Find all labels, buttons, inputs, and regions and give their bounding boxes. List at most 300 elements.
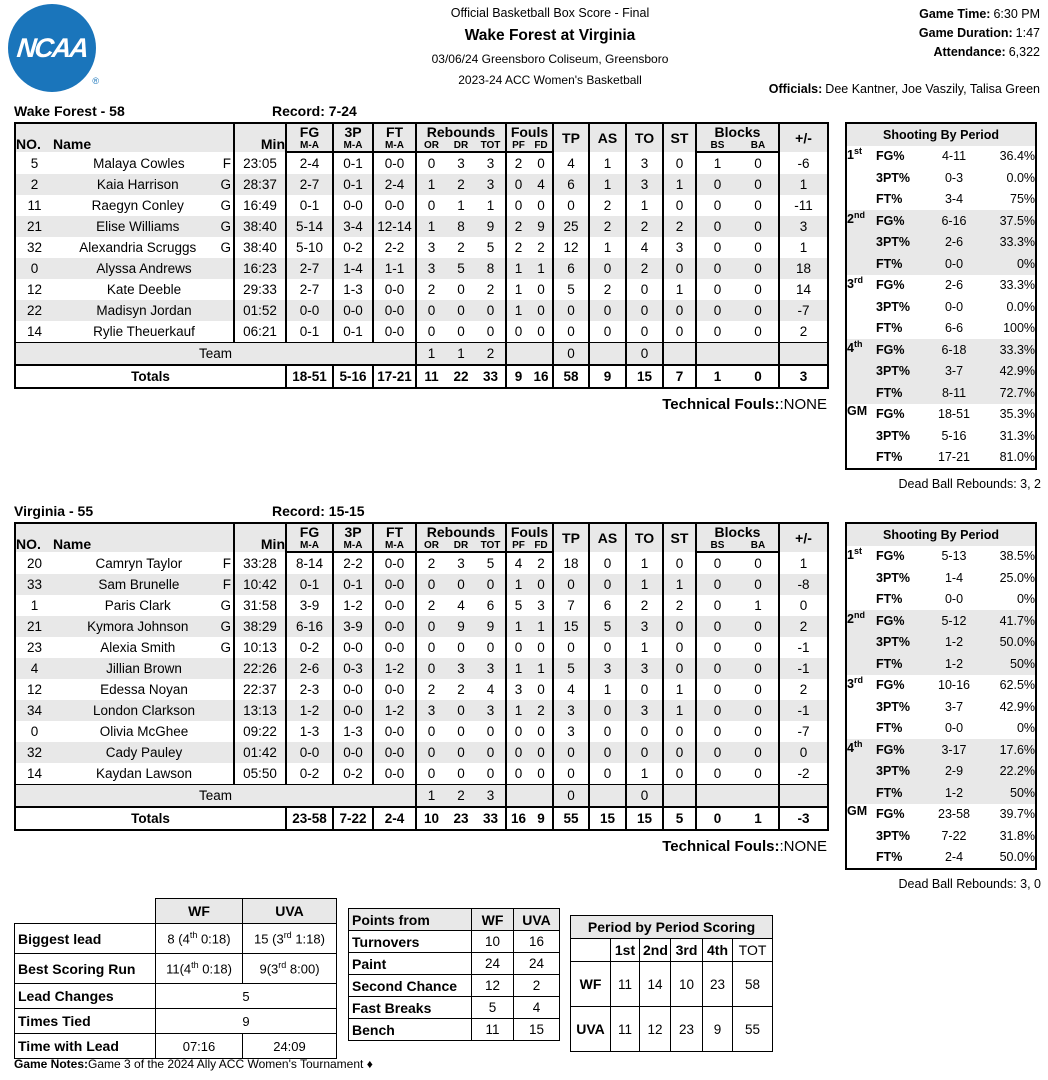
shooting-made-attempted: 0-0 — [944, 721, 964, 736]
stat-tp: 0 — [553, 343, 589, 366]
stat-plusminus: -7 — [779, 300, 828, 321]
stat-pf: 1 — [506, 658, 530, 679]
stat-plusminus: 1 — [779, 237, 828, 258]
stat-3p: 0-2 — [333, 763, 373, 785]
stat-min: 38:40 — [234, 216, 286, 237]
stat-dr: 2 — [457, 240, 465, 255]
col-subheader-fg-ma: M-A — [286, 140, 333, 152]
stat-3p: 0-0 — [333, 700, 373, 721]
shooting-made-attempted: 2-9 — [944, 764, 964, 779]
stat-tp: 5 — [553, 279, 589, 300]
wake-forest-section — [14, 103, 1041, 491]
stat-min: 16:23 — [234, 258, 286, 279]
stat-to: 15 — [626, 807, 663, 830]
col-subheader-tot: TOT — [476, 140, 506, 152]
stat-bs — [696, 785, 738, 808]
stat-to: 3 — [626, 174, 663, 195]
stat-as: 0 — [589, 574, 626, 595]
stat-st: 0 — [663, 300, 696, 321]
player-row — [15, 152, 828, 174]
shooting-made-attempted: 5-13 — [941, 549, 967, 564]
stat-as: 0 — [589, 552, 626, 574]
stat-ba: 0 — [754, 324, 762, 339]
stat-to: 1 — [626, 637, 663, 658]
shooting-percentage: 100% — [1003, 321, 1036, 336]
stat-3p: 1-3 — [333, 279, 373, 300]
stat-pf — [506, 785, 530, 808]
uva-record: Record: 15-15 — [272, 503, 365, 519]
stat-st — [663, 785, 696, 808]
stat-dr: 1 — [457, 198, 465, 213]
stat-fd: 0 — [537, 577, 545, 592]
stat-or: 0 — [416, 721, 446, 742]
stat-3p: 1-3 — [333, 721, 373, 742]
col-header-plusminus: +/- — [779, 123, 828, 152]
shooting-percentage: 39.7% — [999, 807, 1036, 822]
shooting-made-attempted: 1-4 — [944, 570, 964, 585]
shooting-stat-label: FT% — [876, 256, 903, 271]
stat-or: 0 — [416, 195, 446, 216]
stat-3p: 1-2 — [333, 595, 373, 616]
period-header-1st: 1st — [611, 939, 640, 962]
stat-dr: 0 — [457, 324, 465, 339]
stat-dr: 0 — [457, 766, 465, 781]
ordinal-sup: rd — [283, 930, 292, 941]
stat-fd: 0 — [537, 282, 545, 297]
stat-fg: 0-2 — [286, 763, 333, 785]
col-header-blocks: Blocks — [696, 523, 779, 540]
shooting-stat-row — [846, 610, 1036, 632]
stat-dr: 0 — [457, 577, 465, 592]
shooting-percentage: 42.9% — [999, 699, 1036, 714]
virginia-section — [14, 503, 1041, 891]
shooting-stat-label: 3PT% — [876, 570, 911, 585]
stat-ft: 0-0 — [373, 595, 416, 616]
points-wf: 5 — [472, 997, 514, 1019]
col-header-to: TO — [626, 523, 663, 552]
stat-tp: 0 — [553, 195, 589, 216]
player-name: Elise Williams — [96, 219, 180, 234]
stat-3p: 2-2 — [333, 552, 373, 574]
stat-to: 2 — [626, 258, 663, 279]
player-row — [15, 321, 828, 343]
wf-team-line — [14, 103, 1040, 118]
stat-pf: 0 — [506, 742, 530, 763]
officials-names: Dee Kantner, Joe Vaszily, Talisa Green — [825, 82, 1040, 96]
stat-min: 22:26 — [234, 658, 286, 679]
period-scoring-title: Period by Period Scoring — [571, 916, 773, 939]
shooting-stat-label: FG% — [876, 549, 905, 564]
stat-fd: 1 — [537, 619, 545, 634]
shooting-title: Shooting By Period — [846, 523, 1036, 546]
stat-tot: 4 — [486, 682, 495, 697]
stat-st: 0 — [663, 552, 696, 574]
blank-corner-cell — [15, 899, 156, 924]
value-part: 9(3 — [259, 961, 279, 977]
stat-min: 22:37 — [234, 679, 286, 700]
shooting-stat-label: 3PT% — [876, 299, 911, 314]
stat-bs: 0 — [696, 279, 738, 300]
stat-tot: 0 — [486, 745, 495, 760]
stat-to: 1 — [626, 195, 663, 216]
shooting-percentage: 0% — [1016, 592, 1036, 607]
period-label: GM — [847, 403, 868, 418]
stat-to: 0 — [626, 742, 663, 763]
shooting-stat-row — [846, 210, 1036, 232]
wf-column-header: WF — [156, 899, 243, 924]
shooting-made-attempted: 3-17 — [941, 742, 967, 757]
stat-bs: 1 — [696, 152, 738, 174]
stat-fd: 0 — [537, 324, 545, 339]
stat-as: 2 — [589, 279, 626, 300]
col-header-to: TO — [626, 123, 663, 152]
stat-to: 0 — [626, 343, 663, 366]
col-subheader-or: OR — [416, 140, 446, 152]
player-name-cell — [53, 616, 234, 637]
stat-as: 0 — [589, 300, 626, 321]
stat-tot: 3 — [486, 177, 495, 192]
player-number: 20 — [26, 555, 43, 571]
stat-min: 23:05 — [234, 152, 286, 174]
stat-tot: 0 — [486, 577, 495, 592]
stat-fd: 0 — [537, 156, 545, 171]
team-row-label: Team — [15, 785, 416, 808]
stat-pf: 1 — [506, 700, 530, 721]
stat-fd: 0 — [537, 303, 545, 318]
stat-plusminus — [779, 785, 828, 808]
stat-to: 3 — [626, 616, 663, 637]
stat-or: 3 — [416, 258, 446, 279]
player-number: 21 — [26, 619, 43, 634]
stat-st: 1 — [663, 679, 696, 700]
col-header-rebounds: Rebounds — [416, 123, 506, 140]
col-subheader-ft-ma: M-A — [373, 540, 416, 552]
ordinal-sup: rd — [278, 960, 287, 971]
stat-fg: 2-7 — [286, 279, 333, 300]
stat-tp: 0 — [553, 574, 589, 595]
player-position: F — [222, 555, 231, 571]
shooting-stat-label: FG% — [876, 742, 905, 757]
stat-st: 0 — [663, 721, 696, 742]
stat-to: 3 — [626, 152, 663, 174]
stat-3p: 0-0 — [333, 742, 373, 763]
stat-or: 1 — [416, 343, 446, 366]
score-cell: 58 — [733, 962, 773, 1007]
stat-pf: 1 — [506, 258, 530, 279]
player-number: 14 — [26, 324, 43, 339]
stat-tp: 15 — [553, 616, 589, 637]
period-label: 3rd — [847, 274, 863, 291]
points-from-title: Points from — [349, 909, 472, 931]
player-number: 5 — [30, 155, 39, 171]
stat-plusminus: -6 — [779, 152, 828, 174]
player-number: 0 — [30, 724, 39, 739]
lead-changes-row — [15, 984, 337, 1009]
ncaa-logo — [8, 4, 99, 92]
stat-fd: 1 — [537, 661, 545, 676]
stat-bs: 0 — [696, 552, 738, 574]
stat-as — [589, 343, 626, 366]
stat-dr: 2 — [446, 785, 476, 808]
stat-tot: 3 — [486, 661, 495, 676]
stat-bs: 0 — [696, 742, 738, 763]
stat-or: 10 — [416, 807, 446, 830]
player-row — [15, 279, 828, 300]
stat-as: 1 — [589, 237, 626, 258]
stat-fd: 0 — [537, 640, 545, 655]
shooting-made-attempted: 6-6 — [944, 321, 964, 336]
stat-st: 1 — [663, 574, 696, 595]
period-label: 2nd — [847, 210, 865, 227]
col-header-ft: FT — [373, 123, 416, 140]
uva-technical-fouls-value: :NONE — [779, 838, 827, 855]
player-row — [15, 679, 828, 700]
player-name-cell — [53, 637, 234, 658]
stat-as: 0 — [589, 258, 626, 279]
period-header-3rd: 3rd — [671, 939, 703, 962]
score-cell: 23 — [671, 1007, 703, 1052]
period-scoring-row-wf — [571, 962, 773, 1007]
player-name: London Clarkson — [92, 703, 196, 718]
points-from-table — [348, 908, 560, 1041]
stat-tp: 3 — [553, 721, 589, 742]
player-position: G — [220, 619, 231, 634]
biggest-lead-label: Biggest lead — [15, 924, 156, 954]
stat-3p: 0-3 — [333, 658, 373, 679]
col-header-name: Name — [53, 136, 92, 152]
stat-dr: 1 — [446, 343, 476, 366]
stat-st: 2 — [663, 595, 696, 616]
shooting-stat-label: 3PT% — [876, 170, 911, 185]
shooting-percentage: 41.7% — [999, 613, 1036, 628]
stat-or: 11 — [416, 365, 446, 388]
stat-bs: 0 — [696, 216, 738, 237]
shooting-stat-label: FT% — [876, 721, 903, 736]
player-name: Malaya Cowles — [93, 155, 185, 171]
value-part: 1:18) — [291, 931, 325, 947]
shooting-made-attempted: 1-2 — [944, 635, 964, 650]
player-row — [15, 258, 828, 279]
stat-or: 0 — [416, 152, 446, 174]
game-info — [919, 5, 1040, 61]
stat-plusminus: 0 — [779, 595, 828, 616]
player-name-cell — [53, 595, 234, 616]
stat-pf: 9 — [506, 365, 530, 388]
stat-fd: 0 — [537, 724, 545, 739]
stat-min: 01:52 — [234, 300, 286, 321]
col-subheader-pf: PF — [506, 140, 530, 152]
stat-pf: 5 — [506, 595, 530, 616]
col-subheader-fd: FD — [530, 140, 553, 152]
registered-mark-icon: ® — [92, 76, 99, 86]
col-subheader-fd: FD — [530, 540, 553, 552]
shooting-percentage: 31.3% — [999, 428, 1036, 443]
player-position: G — [220, 177, 231, 192]
best-scoring-run-uva — [243, 954, 337, 984]
stat-ba: 0 — [754, 577, 762, 592]
shooting-percentage: 75% — [1010, 192, 1036, 207]
times-tied-label: Times Tied — [15, 1009, 156, 1034]
col-subheader-dr: DR — [446, 140, 476, 152]
shooting-stat-label: FG% — [876, 407, 905, 422]
stat-dr: 0 — [457, 303, 465, 318]
col-header-plusminus: +/- — [779, 523, 828, 552]
shooting-percentage: 81.0% — [999, 450, 1036, 465]
stat-tot: 33 — [476, 807, 506, 830]
stat-to: 1 — [626, 552, 663, 574]
stat-min: 38:40 — [234, 237, 286, 258]
stat-st: 0 — [663, 258, 696, 279]
player-name-cell — [53, 174, 234, 195]
player-position: G — [220, 198, 231, 213]
stat-fd: 2 — [537, 240, 545, 255]
stat-fg: 23-58 — [286, 807, 333, 830]
best-scoring-run-row — [15, 954, 337, 984]
stat-or: 3 — [416, 700, 446, 721]
stat-tp: 0 — [553, 763, 589, 785]
ncaa-logo-text: NCAA — [15, 32, 89, 63]
shooting-percentage: 35.3% — [999, 407, 1036, 422]
player-number: 34 — [26, 703, 43, 718]
shooting-percentage: 33.3% — [999, 235, 1036, 250]
wf-box-score-table — [14, 122, 829, 389]
stat-tp: 0 — [553, 637, 589, 658]
stat-as: 0 — [589, 721, 626, 742]
stat-tp: 58 — [553, 365, 589, 388]
stat-3p: 3-4 — [333, 216, 373, 237]
stat-st: 0 — [663, 658, 696, 679]
stat-dr: 3 — [457, 156, 465, 171]
stat-dr: 3 — [457, 556, 465, 571]
player-row — [15, 552, 828, 574]
shooting-percentage: 37.5% — [999, 213, 1036, 228]
matchup-title: Wake Forest at Virginia — [464, 27, 636, 44]
shooting-percentage: 72.7% — [999, 385, 1036, 400]
time-with-lead-label: Time with Lead — [15, 1034, 156, 1059]
stat-3p: 5-16 — [333, 365, 373, 388]
stat-tot: 6 — [486, 598, 495, 613]
shooting-stat-row — [846, 146, 1036, 168]
stat-ft: 0-0 — [373, 152, 416, 174]
stat-fd: 4 — [537, 177, 545, 192]
stat-ba: 0 — [754, 661, 762, 676]
time-with-lead-row — [15, 1034, 337, 1059]
stat-plusminus: 3 — [779, 365, 828, 388]
stat-tp: 4 — [553, 679, 589, 700]
stat-to: 0 — [626, 679, 663, 700]
stat-ba: 1 — [754, 598, 762, 613]
period-label: GM — [847, 803, 868, 818]
player-name-cell — [53, 574, 234, 595]
player-number: 33 — [26, 577, 43, 592]
league-line: 2023-24 ACC Women's Basketball — [458, 73, 642, 87]
uva-technical-fouls-label: Technical Fouls: — [662, 838, 780, 855]
stat-pf: 2 — [506, 216, 530, 237]
stat-tp: 0 — [553, 321, 589, 343]
player-name-cell — [53, 237, 234, 258]
stat-3p: 0-0 — [333, 679, 373, 700]
col-header-st: ST — [663, 523, 696, 552]
venue-line: 03/06/24 Greensboro Coliseum, Greensboro — [431, 52, 669, 66]
stat-plusminus: 2 — [779, 679, 828, 700]
shooting-percentage: 0.0% — [1006, 299, 1036, 314]
col-subheader-dr: DR — [446, 540, 476, 552]
stat-to: 1 — [626, 763, 663, 785]
player-number: 14 — [26, 766, 43, 781]
points-row-label: Fast Breaks — [349, 997, 472, 1019]
stat-tot: 33 — [476, 365, 506, 388]
game-notes — [14, 1057, 373, 1071]
stat-min: 33:28 — [234, 552, 286, 574]
team-rebounds-row — [15, 785, 828, 808]
stat-ba: 0 — [754, 556, 762, 571]
stat-fd: 1 — [537, 261, 545, 276]
stat-min: 38:29 — [234, 616, 286, 637]
col-subheader-3p-ma: M-A — [333, 140, 373, 152]
shooting-percentage: 42.9% — [999, 364, 1036, 379]
lead-changes-value: 5 — [156, 984, 337, 1009]
stat-ba: 0 — [754, 261, 762, 276]
stat-3p: 0-0 — [333, 195, 373, 216]
stat-bs: 0 — [696, 195, 738, 216]
col-header-blocks: Blocks — [696, 123, 779, 140]
shooting-stat-label: FT% — [876, 192, 903, 207]
stat-plusminus: -8 — [779, 574, 828, 595]
stat-ba: 1 — [738, 807, 779, 830]
report-title: Official Basketball Box Score - Final — [450, 6, 650, 20]
player-number: 21 — [26, 219, 43, 234]
player-name: Rylie Theuerkauf — [93, 324, 195, 339]
player-name-cell — [53, 258, 234, 279]
player-number: 32 — [26, 745, 43, 760]
player-name: Cady Pauley — [105, 745, 183, 760]
col-header-fg: FG — [286, 523, 333, 540]
col-subheader-ba: BA — [738, 540, 779, 552]
stat-tot: 9 — [486, 219, 495, 234]
stat-min: 01:42 — [234, 742, 286, 763]
times-tied-row — [15, 1009, 337, 1034]
stat-st: 1 — [663, 279, 696, 300]
col-subheader-tot: TOT — [476, 540, 506, 552]
stat-tot: 5 — [486, 556, 495, 571]
points-row — [349, 997, 560, 1019]
player-number: 11 — [27, 198, 42, 213]
stat-3p: 0-1 — [333, 574, 373, 595]
shooting-stat-row — [846, 275, 1036, 297]
stat-tp: 18 — [553, 552, 589, 574]
shooting-percentage: 33.3% — [999, 342, 1036, 357]
stat-dr: 4 — [457, 598, 465, 613]
col-header-3p: 3P — [333, 123, 373, 140]
points-row — [349, 931, 560, 953]
stat-st: 0 — [663, 637, 696, 658]
game-notes-text: Game 3 of the 2024 Ally ACC Women's Tournament ♦ — [88, 1057, 373, 1071]
stat-pf: 0 — [506, 763, 530, 785]
attendance-line — [919, 43, 1040, 62]
stat-st: 0 — [663, 321, 696, 343]
shooting-stat-row — [846, 404, 1036, 426]
shooting-made-attempted: 4-11 — [941, 149, 967, 164]
stat-or: 2 — [416, 679, 446, 700]
stat-or: 2 — [416, 552, 446, 574]
shooting-stat-label: FG% — [876, 278, 905, 293]
shooting-percentage: 50% — [1010, 656, 1036, 671]
stat-tot: 3 — [476, 785, 506, 808]
wf-shooting-by-period-table — [845, 122, 1037, 470]
shooting-stat-row — [846, 804, 1036, 826]
stat-tp: 7 — [553, 595, 589, 616]
stat-3p: 0-2 — [333, 237, 373, 258]
